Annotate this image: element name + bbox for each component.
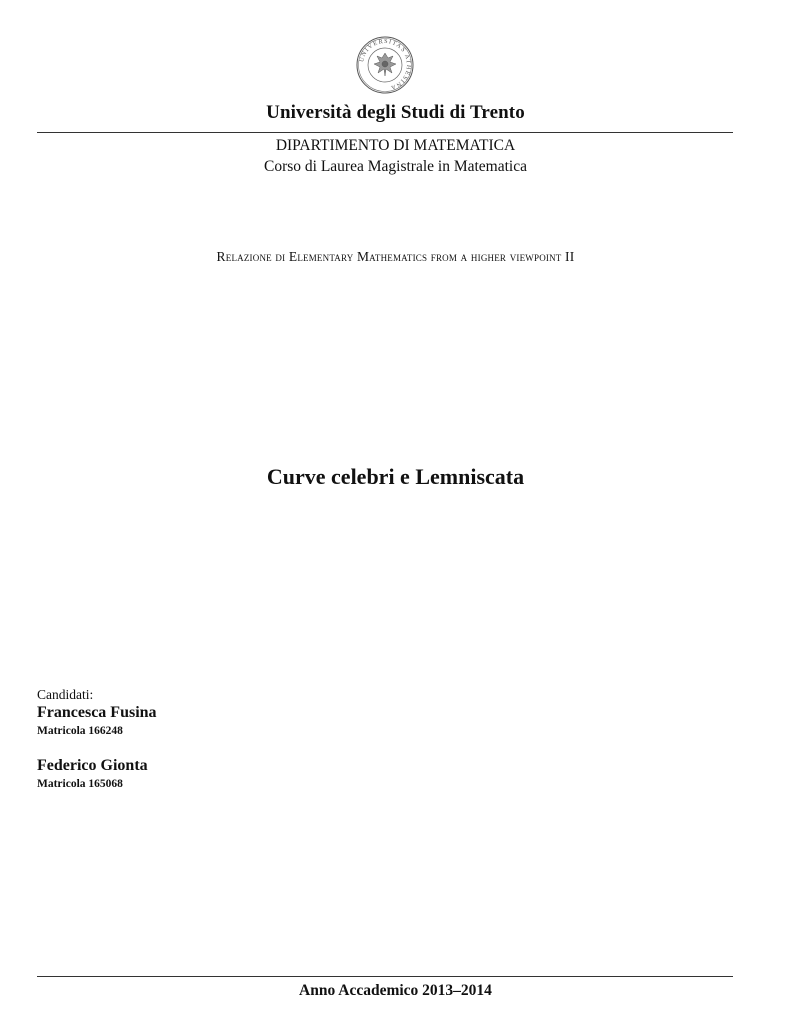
header-divider	[37, 132, 733, 133]
course-name: Corso di Laurea Magistrale in Matematica	[264, 158, 527, 175]
candidates-label: Candidati:	[37, 687, 94, 702]
university-name: Università degli Studi di Trento	[266, 102, 525, 123]
svg-text:UNIVERSITAS ATHESINA: UNIVERSITAS ATHESINA	[358, 37, 413, 92]
footer-divider	[37, 976, 733, 977]
candidate-matricola: Matricola 166248	[37, 725, 123, 737]
document-title: Curve celebri e Lemniscata	[266, 464, 525, 489]
report-subtitle: Relazione di Elementary Mathematics from a higher viewpoint II	[216, 249, 575, 264]
candidate-matricola: Matricola 165068	[37, 778, 123, 790]
department-name: DIPARTIMENTO DI MATEMATICA	[275, 137, 516, 154]
university-seal-icon	[356, 36, 414, 94]
candidate-name: Francesca Fusina	[37, 704, 157, 721]
candidate-name: Federico Gionta	[37, 757, 148, 774]
academic-year: Anno Accademico 2013–2014	[299, 982, 492, 999]
